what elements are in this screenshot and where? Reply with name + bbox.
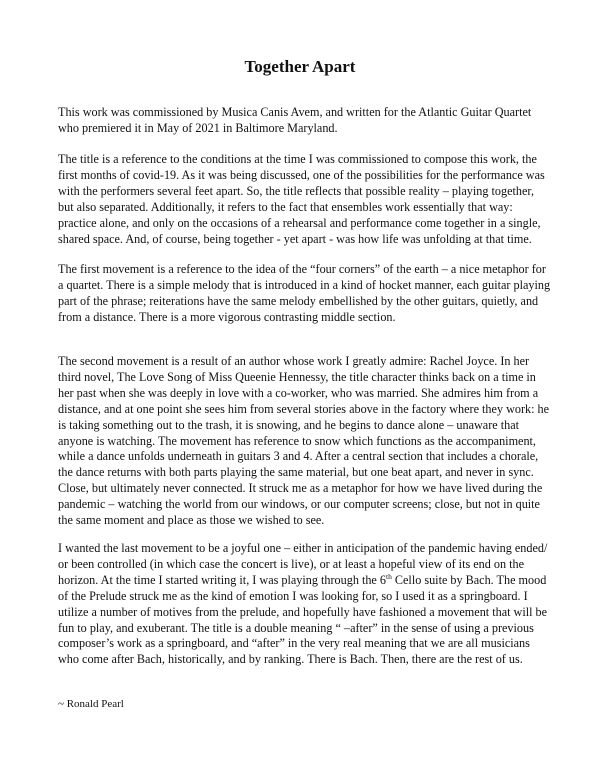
ordinal-superscript: th (386, 571, 392, 581)
author-signature: ~ Ronald Pearl (58, 698, 124, 710)
paragraph-last-movement (58, 541, 552, 668)
paragraph-title-meaning: The title is a reference to the conditions at the time I was commissioned to compose this work, the first months of covid-19. As it was being discussed, one of the possibilities for the performance was with the performers several feet apart. So, the title reflects that possible reality – playing together, but also separated. Additionally, it refers to the fact that ensembles work essentially that way: practice alone, and only on the occasions of a rehearsal and performance come together in a single, shared space. And, of course, being together - yet apart - was how life was unfolding at that time. (58, 152, 545, 246)
paragraph-first-movement: The first movement is a reference to the idea of the “four corners” of the earth – a nice metaphor for a quartet. There is a simple melody that is introduced in a kind of hocket manner, each guitar playing part of the phrase; reiterations have the same melody embellished by the other guitars, quietly, and from a distance. There is a more vigorous contrasting middle section. (58, 262, 551, 324)
paragraph-commission: This work was commissioned by Musica Canis Avem, and written for the Atlantic Guitar Quartet who premiered it in May of 2021 in Baltimore Maryland. (58, 105, 532, 135)
paragraph-second-movement: The second movement is a result of an author whose work I greatly admire: Rachel Joyce. In her third novel, The Love Song of Miss Queenie Hennessy, the title character thinks back on a time in her past when she was deeply in love with a co-worker, who was married. She admires him from a distance, and at one point she sees him from several stories above in the factory where they work: he is taking something out to the trash, it is snowing, and he begins to dance alone – unaware that anyone is watching. The movement has reference to snow which functions as the accompaniment, while a dance unfolds underneath in guitars 3 and 4. After a central section that includes a chorale, the dance returns with both parts playing the same material, but one beat apart, and never in sync. Close, but ultimately never connected. It struck me as a metaphor for how we have lived during the pandemic – watching the world from our windows, or our computer screens; close, but not in quite the same moment and place as those we wished to see. (58, 354, 550, 528)
document-title: Together Apart (244, 57, 356, 76)
last-paragraph-text-b: Cello suite by Bach. The mood of the Prelude struck me as the kind of emotion I was looking for, so I used it as a springboard. I utilize a number of motives from the prelude, and hopefully have fashioned a movement that will be fun to play, and exuberant. The title is a double meaning “ –after” in the sense of using a previous composer’s work as a springboard, and “after” in the very real meaning that we are all musicians who come after Bach, historically, and by ranking. There is Bach. Then, there are the rest of us. (58, 572, 548, 667)
last-paragraph-text-a: I wanted the last movement to be a joyful one – either in anticipation of the pandemic having ended/ or been controlled (in which case the concert is live), or at least a hopeful view of its end on the horizon. At the time I started writing it, I was playing through the 6 (58, 541, 548, 587)
